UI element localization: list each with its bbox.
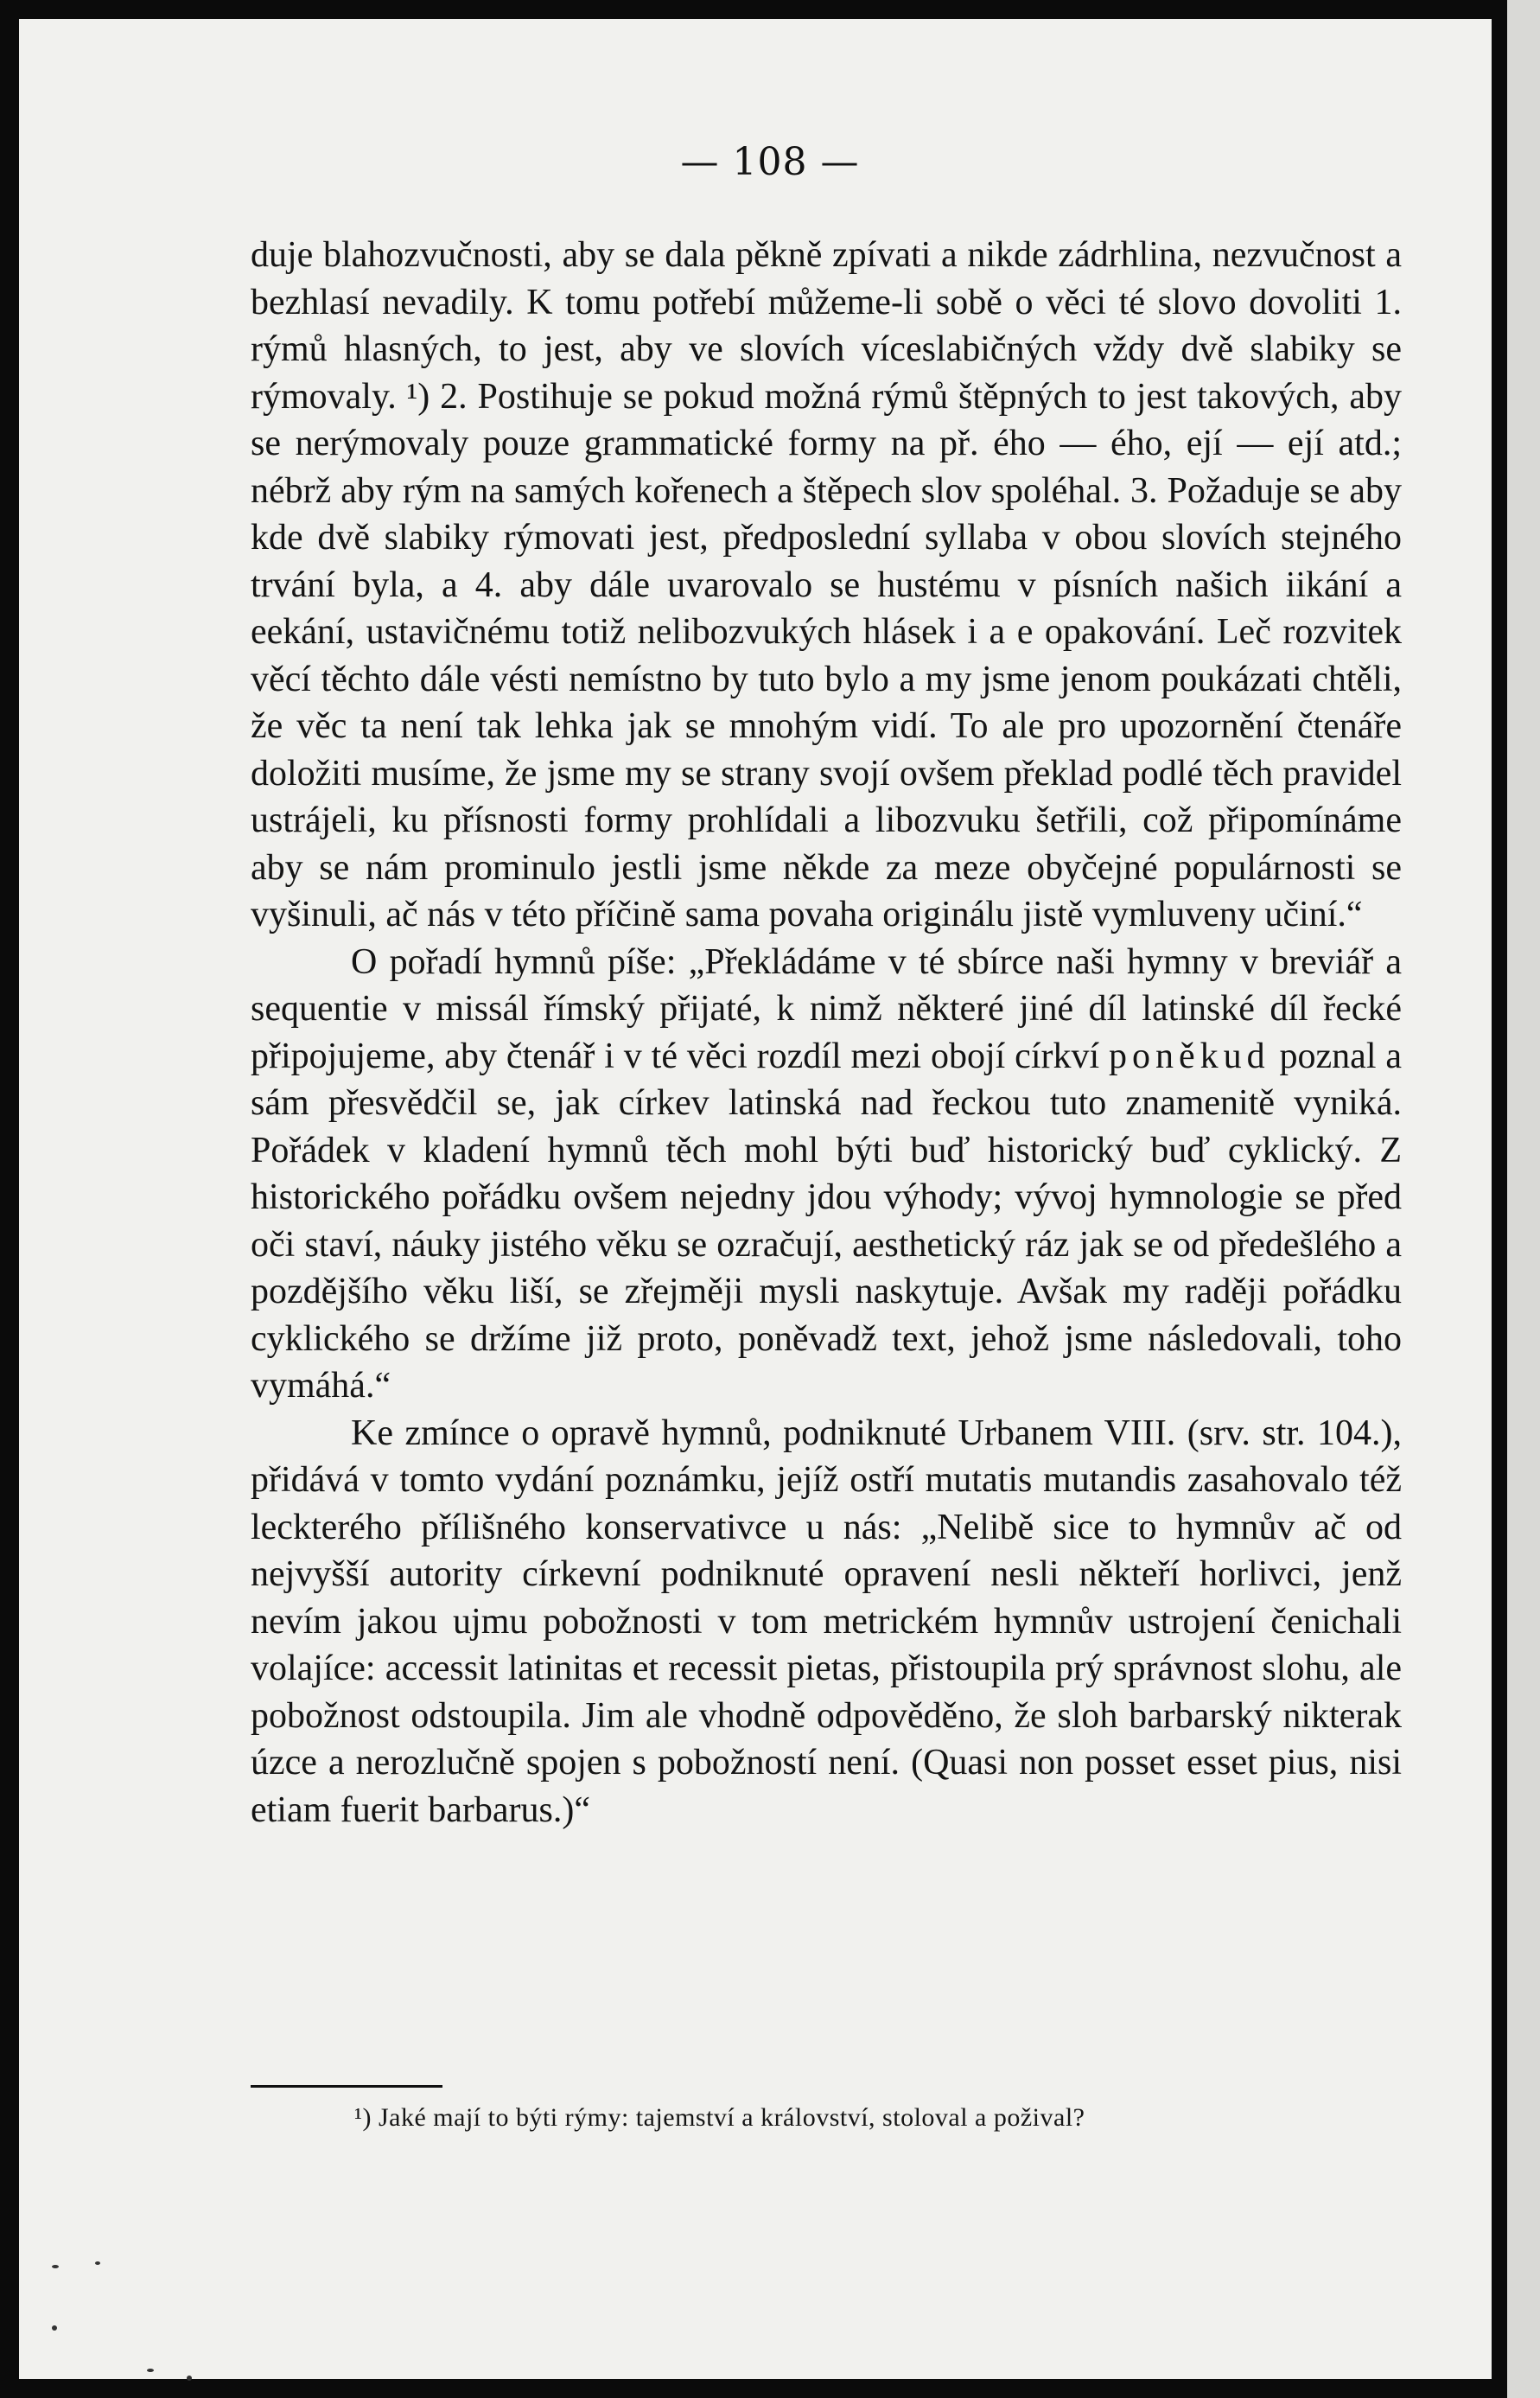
scan-speck — [52, 2325, 57, 2331]
scan-speck — [147, 2369, 154, 2372]
paragraph-2-part-1: O pořadí hymnů píše: „Překládáme v té sbírce naši hymny v breviář a sequentie v missál římský přijaté, k nimž některé jiné díl latinské díl řecké připojujeme, aby čtenář i v té věci rozdíl mezi obojí církví — [251, 941, 1402, 1076]
spaced-emphasis: poněkud — [1109, 1036, 1270, 1076]
footnote-divider — [251, 2085, 442, 2088]
scan-speck — [52, 2265, 59, 2268]
next-page-edge — [1507, 0, 1540, 2398]
page-number: — 108 — — [680, 140, 860, 184]
body-text — [251, 232, 1402, 1834]
footnote: ¹) Jaké mají to býti rýmy: tajemství a království, stoloval a požival? — [354, 2103, 1085, 2132]
paragraph-1: duje blahozvučnosti, aby se dala pěkně zpívati a nikde zádrhlina, nezvučnost a bezhlasí nevadily. K tomu potřebí můžeme-li sobě o věci té slovo dovoliti 1. rýmů hlasných, to jest, aby ve slovích víceslabičných vždy dvě slabiky se rýmovaly. ¹) 2. Postihuje se pokud možná rýmů štěpných to jest takových, aby se nerýmovaly pouze grammatické formy na př. ého — ého, ejí — ejí atd.; nébrž aby rým na samých kořenech a štěpech slov spoléhal. 3. Požaduje se aby kde dvě slabiky rýmovati jest, předposlední syllaba v obou slovích stejného trvání byla, a 4. aby dále uvarovalo se hustému v písních našich iikání a eekání, ustavičnému totiž nelibozvukých hlásek i a e opakování. Leč rozvitek věcí těchto dále vésti nemístno by tuto bylo a my jsme jenom poukázati chtěli, že věc ta není tak lehka jak se mnohým vidí. To ale pro upozornění čtenáře doložiti musíme, že jsme my se strany svojí ovšem překlad podlé těch pravidel ustrájeli, ku přísnosti formy prohlídali a libozvuku šetřili, což připomínáme aby se nám prominulo jestli jsme někde za meze obyčejné populárnosti se vyšinuli, ač nás v této příčině sama povaha originálu jistě vymluveny učiní.“ — [251, 235, 1402, 934]
paragraph-3: Ke zmínce o opravě hymnů, podniknuté Urbanem VIII. (srv. str. 104.), přidává v tomto vydání poznámku, jejíž ostří mutatis mutandis zasahovalo též leckterého přílišného konservativce u nás: „Nelibě sice to hymnův ač od nejvyšší autority církevní podniknuté opravení nesli někteří horlivci, jenž nevím jakou ujmu pobožnosti v tom metrickém hymnův ustrojení čenichali volajíce: accessit latinitas et recessit pietas, přistoupila prý správnost slohu, ale pobožnost odstoupila. Jim ale vhodně odpověděno, že sloh barbarský nikterak úzce a nerozlučně spojen s pobožností není. (Quasi non posset esset pius, nisi etiam fuerit barbarus.)“ — [251, 1413, 1402, 1830]
paragraph-2 — [251, 939, 1402, 1410]
scan-speck — [187, 2376, 192, 2381]
paragraph-2-part-2: poznal a sám přesvědčil se, jak církev latinská nad řeckou tuto znamenitě vyniká. Pořádek v kladení hymnů těch mohl býti buď historický buď cyklický. Z historického pořádku ovšem nejedny jdou výhody; vývoj hymnologie se před oči staví, náuky jistého věku se ozračují, aesthetický ráz jak se od předešlého a pozdějšího věku liší, se zřejměji mysli naskytuje. Avšak my raději pořádku cyklického se držíme již proto, poněvadž text, jehož jsme následovali, toho vymáhá.“ — [251, 1036, 1402, 1406]
scan-speck — [95, 2261, 100, 2265]
